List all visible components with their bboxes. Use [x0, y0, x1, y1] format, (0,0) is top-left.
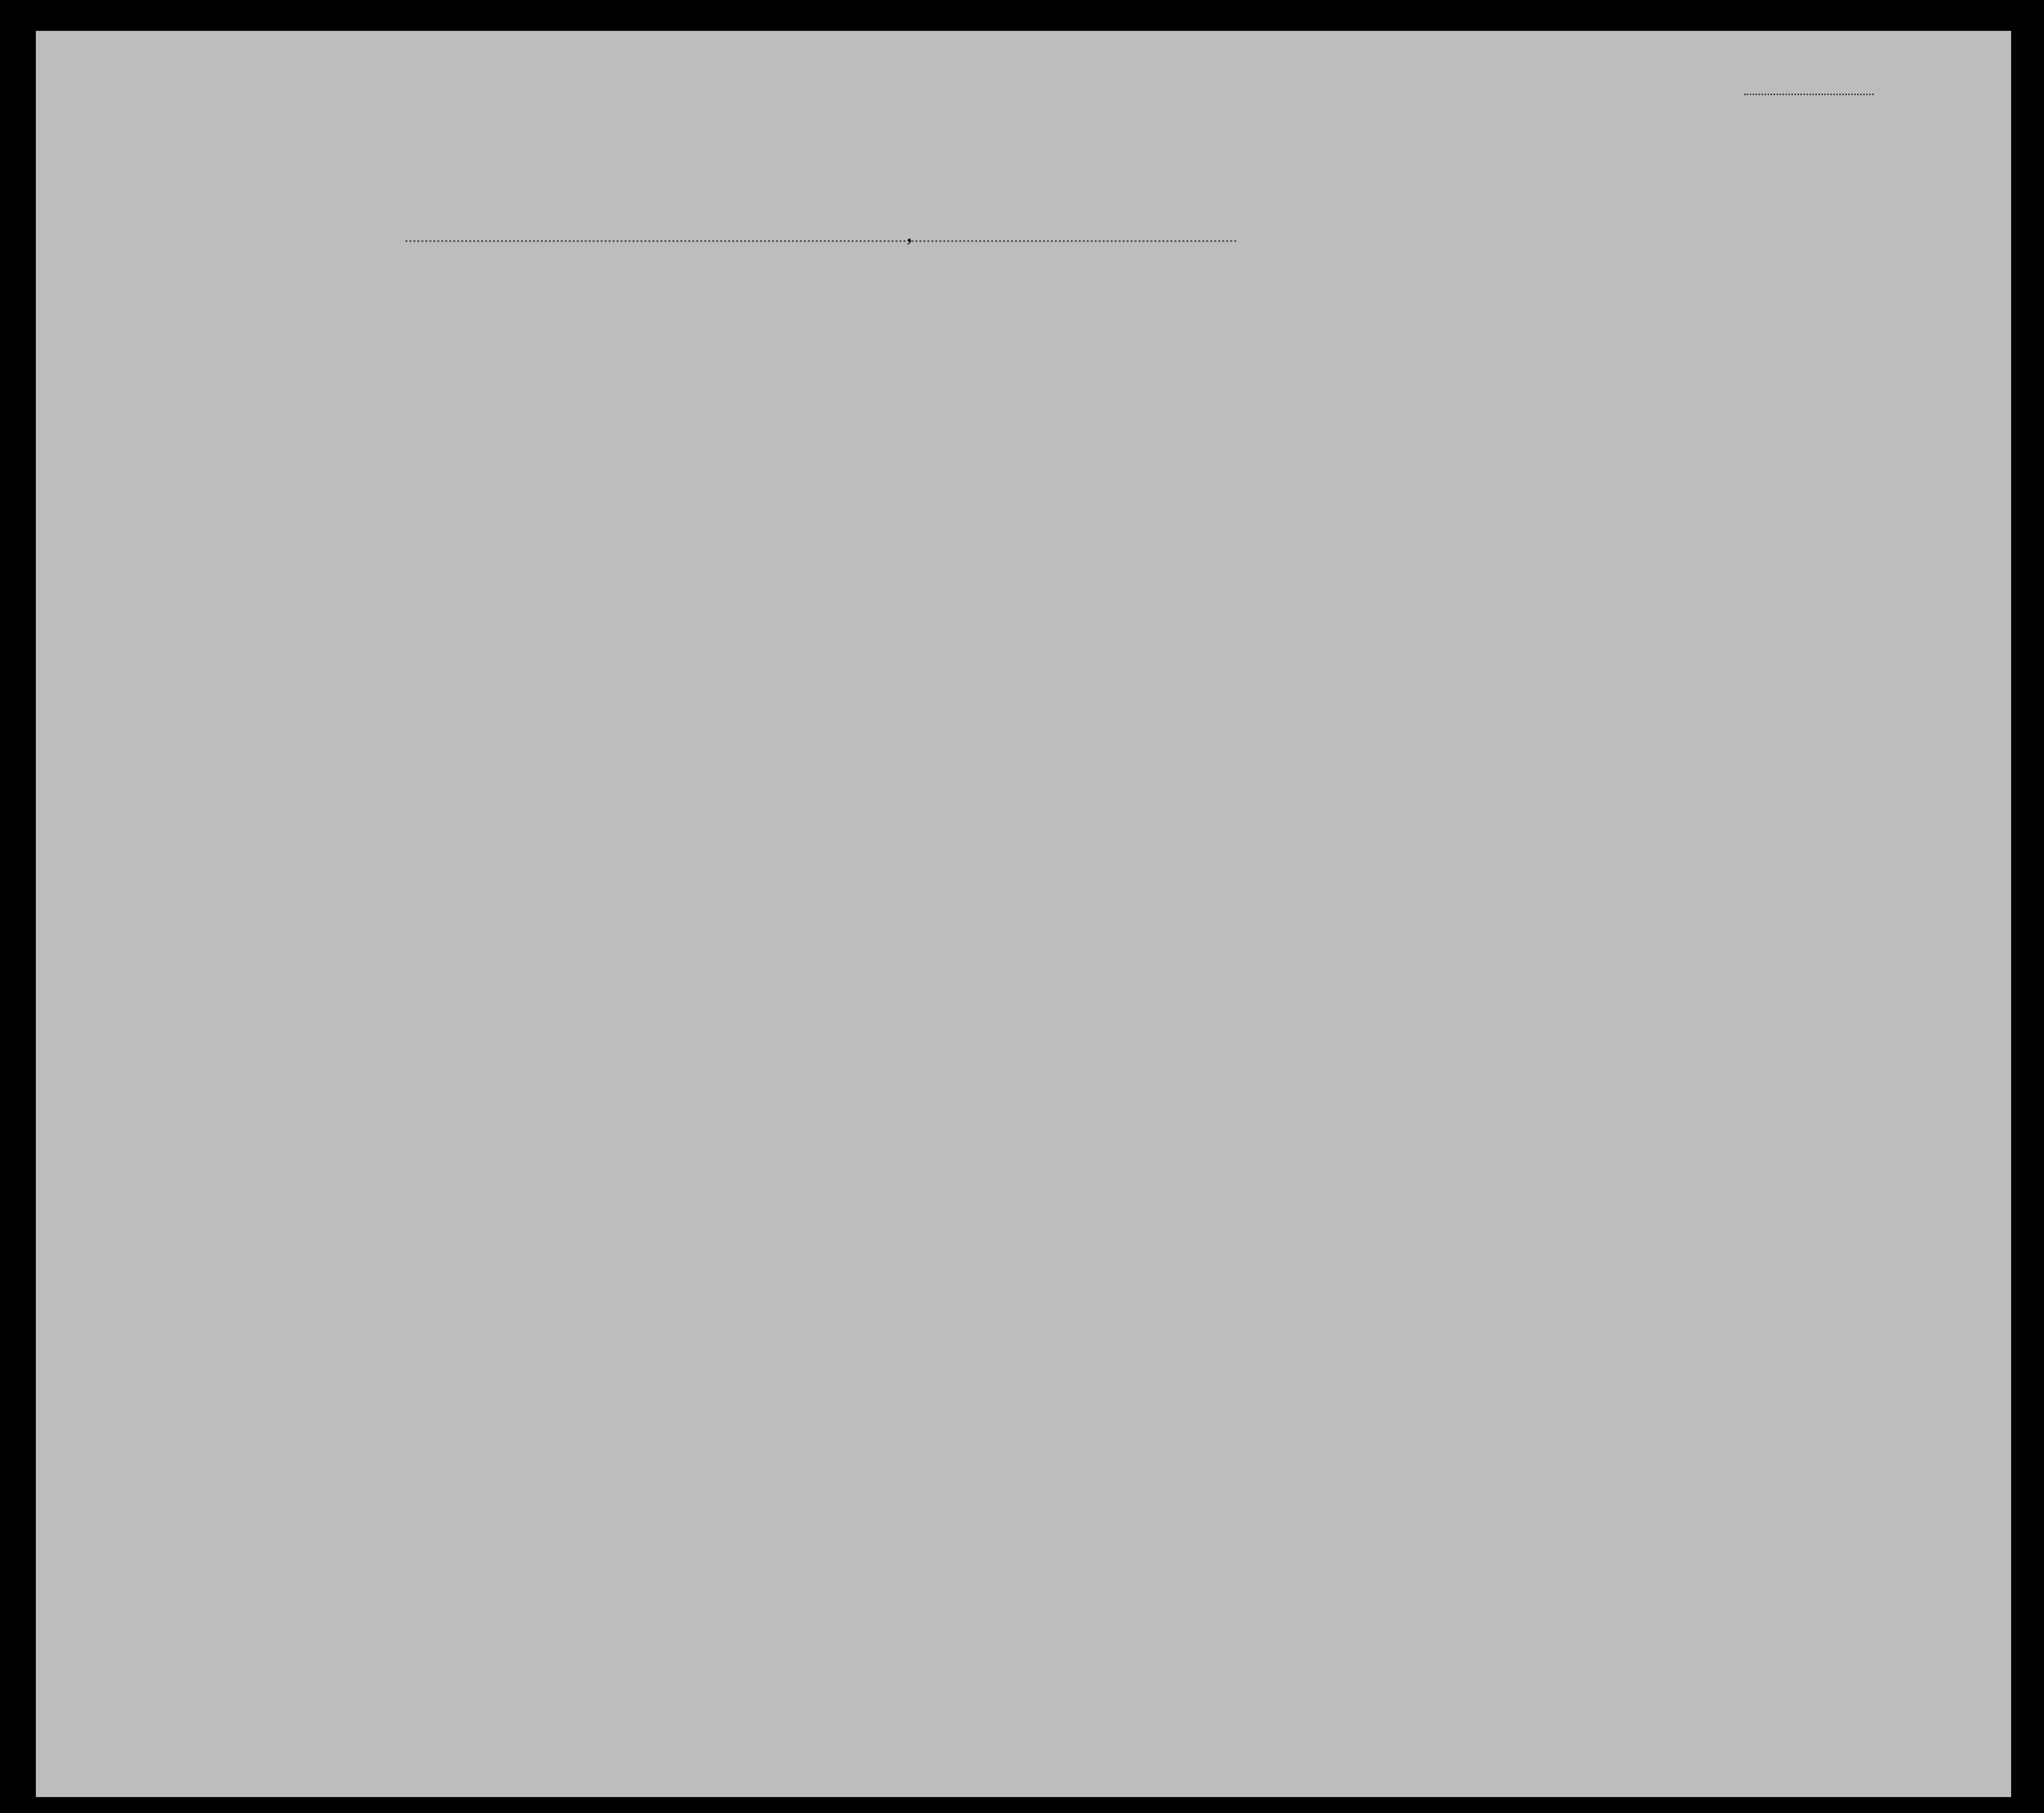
immigration-form-svg	[36, 31, 2011, 1797]
arrival-comma: ,	[906, 220, 912, 247]
manifest-sheet	[36, 31, 2011, 1797]
form-title-block	[405, 220, 1236, 247]
